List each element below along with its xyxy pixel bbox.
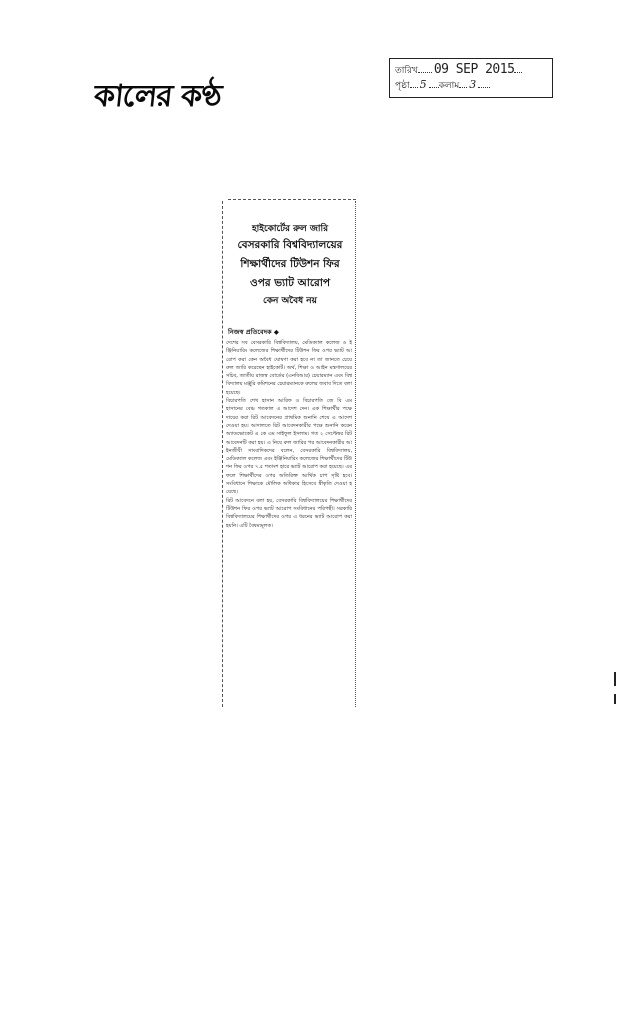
article-paragraph: দেশের সব বেসরকারি বিশ্ববিদ্যালয়, মেডিক্যাল কলেজ ও ইঞ্জিনিয়ারিং কলেজের শিক্ষার্থীদের টিউশন ফির ওপর ভ্যাট আরোপ করা কেন অবৈধ ঘোষণা করা হবে না তা জানতে চেয়ে রুল জারি করেছেন হাইকোর্ট। অর্থ, শিক্ষা ও আইন মন্ত্রণালয়ের সচিব, জাতীয় রাজস্ব বোর্ডের (এনবিআর) চেয়ারম্যান এবং বিশ্ববিদ্যালয় মঞ্জুরি কমিশনের চেয়ারম্যানকে রুলের জবাব দিতে বলা হয়েছে। [226,340,352,396]
article-kicker: হাইকোর্টের রুল জারি [251,224,329,234]
news-clipping [222,195,356,707]
clipping-edge-left [222,201,223,707]
stamp-page-value: 5 [419,78,427,91]
newspaper-masthead: কালের কণ্ঠ [92,79,223,114]
article-subheadline: কেন অবৈধ নয় [263,296,317,306]
scan-artifact [614,672,616,686]
article-headline-line: বেসরকারি বিশ্ববিদ্যালয়ের [237,239,343,251]
article-byline: নিজস্ব প্রতিবেদক ◆ [228,328,279,336]
scan-artifact [614,694,616,704]
stamp-date-label: তারিখ [395,66,418,76]
article-paragraph: রিট আবেদনে বলা হয়, বেসরকারি বিশ্ববিদ্যালয়ের শিক্ষার্থীদের টিউশন ফির ওপর ভ্যাট আরোপ সংবিধানের পরিপন্থী। সরকারি বিশ্ববিদ্যালয়ের শিক্ষার্থীদের ওপর এ ধরনের ভ্যাট আরোপ করা হয়নি। এটি বৈষম্যমূলক। [226,497,352,529]
article-body [226,339,352,705]
article-headline-line: ওপর ভ্যাট আরোপ [250,277,330,289]
clipping-edge-top [228,199,356,200]
stamp-column-value: 3 [469,78,477,91]
clipping-stamp [389,58,553,98]
article-headline-line: শিক্ষার্থীদের টিউশন ফির [240,258,340,270]
stamp-column-label: কলাম [438,81,460,91]
stamp-page-label: পৃষ্ঠা [395,81,410,91]
stamp-page-row [395,78,547,94]
clipping-edge-right [355,201,356,707]
stamp-date-value: 09 SEP 2015 [433,62,515,77]
stamp-date-row [395,62,547,78]
article-paragraph: বিচারপতি শেখ হাসান আরিফ ও বিচারপতি জে বি এম হাসানের বেঞ্চ গতকাল এ আদেশ দেন। এক শিক্ষার্থীর পক্ষে দায়ের করা রিট আবেদনের প্রাথমিক শুনানি শেষে এ আদেশ দেওয়া হয়। আদালতে রিট আবেদনকারীর পক্ষে শুনানি করেন অ্যাডভোকেট এ কে এম সাইফুল ইসলাম। গত ২ সেপ্টেম্বর রিট আবেদনটি করা হয়। এ নিয়ে রুল জারির পর আবেদনকারীর আইনজীবী সাংবাদিকদের বলেন, বেসরকারি বিশ্ববিদ্যালয়, মেডিক্যাল কলেজ এবং ইঞ্জিনিয়ারিং কলেজের শিক্ষার্থীদের টিউশন ফির ওপর ৭.৫ শতাংশ হারে ভ্যাট আরোপ করা হয়েছে। এর ফলে শিক্ষার্থীদের ওপর অতিরিক্ত আর্থিক চাপ সৃষ্টি হবে। সংবিধানে শিক্ষাকে মৌলিক অধিকার হিসেবে স্বীকৃতি দেওয়া হয়েছে। [226,398,352,496]
article-headline-block [228,223,352,309]
